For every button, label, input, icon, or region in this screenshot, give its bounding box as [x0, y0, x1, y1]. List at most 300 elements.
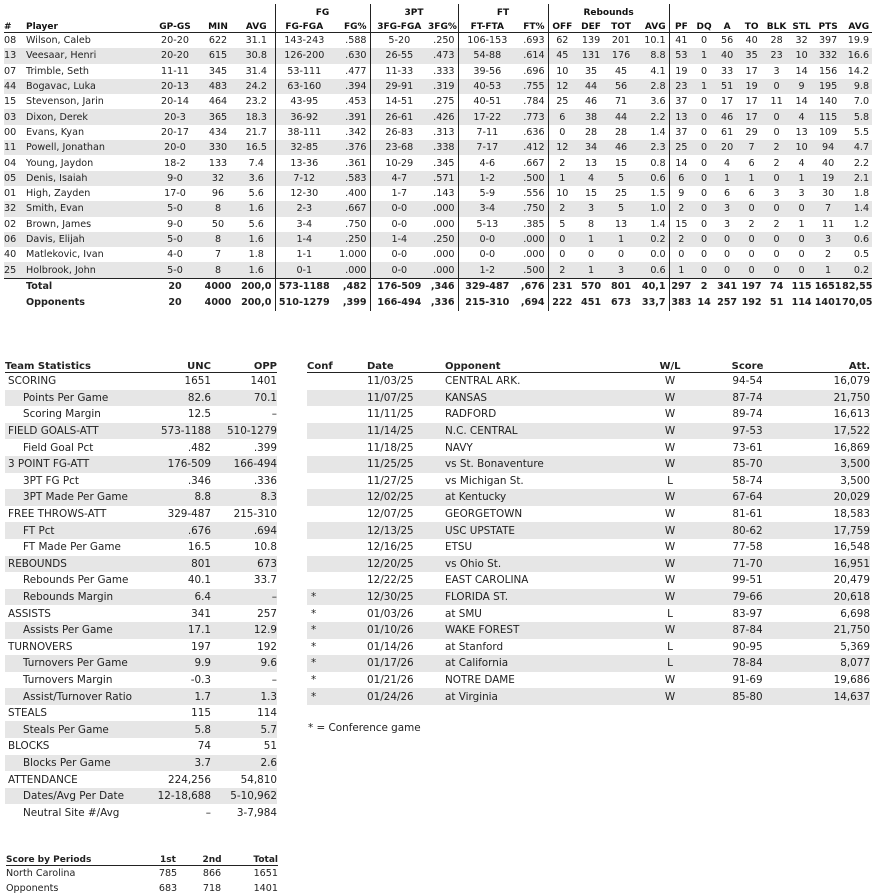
- game-score: 73-61: [732, 441, 763, 454]
- cell-stl: 114: [791, 297, 812, 309]
- game-attendance: 8,077: [790, 655, 870, 672]
- stat-label: STEALS: [8, 707, 48, 720]
- cell-fg-fga: 32-85: [275, 140, 333, 155]
- cell-stl: 9: [789, 79, 814, 94]
- column-header-jersey: #: [4, 18, 24, 33]
- game-attendance: 16,079: [833, 375, 870, 388]
- cell-reb-avg: 0.2: [636, 232, 669, 247]
- cell-player: Stevenson, Jarin: [26, 96, 104, 108]
- stat-opp-value: 5-10,962: [211, 788, 277, 805]
- stat-opp-value: –: [271, 673, 277, 686]
- cell-ft-fta: 1-2: [458, 262, 516, 278]
- stat-unc-value: 74: [197, 740, 211, 753]
- cell-dq: 1: [693, 79, 715, 94]
- stat-unc-value: .482: [187, 441, 211, 454]
- cell-pts-avg: 1.8: [853, 188, 870, 200]
- cell-3fg-pct: ,336: [430, 297, 455, 309]
- cell-min: 4000: [204, 297, 232, 309]
- cell-3fg-pct: .000: [433, 249, 455, 261]
- conf-marker: [307, 572, 367, 589]
- stat-unc-value: 12.5: [187, 408, 211, 421]
- cell-ast: 33: [720, 65, 734, 77]
- player-row: [4, 262, 872, 278]
- conf-marker: [307, 439, 367, 456]
- cell-player: Evans, Kyan: [26, 126, 85, 138]
- team-stat-subrow: [5, 688, 277, 705]
- cell-gp-gs: 17-0: [164, 188, 186, 200]
- conf-marker: [307, 489, 367, 506]
- game-result: W: [664, 508, 676, 521]
- cell-ast: 6: [724, 188, 731, 200]
- stat-unc-value: 115: [191, 707, 211, 720]
- cell-3fg-pct: .250: [433, 35, 455, 47]
- cell-reb-def: 28: [584, 126, 598, 138]
- cell-3fg-pct: .345: [433, 157, 455, 169]
- cell-fg-pct: 1.000: [339, 249, 367, 261]
- schedule-row: [307, 506, 870, 523]
- cell-min-avg: 5.6: [248, 188, 264, 200]
- cell-to: 40: [745, 35, 758, 47]
- stat-opp-value: 510-1279: [211, 423, 277, 440]
- cell-min-avg: 21.7: [245, 126, 267, 138]
- cell-player: Opponents: [26, 297, 85, 309]
- cell-fg-pct: .342: [345, 126, 367, 138]
- cell-jersey: 05: [4, 171, 24, 186]
- cell-stl: 1: [798, 218, 805, 230]
- cell-dq: 0: [693, 109, 715, 124]
- column-header-pts-avg: AVG: [842, 18, 872, 33]
- team-stat-subrow: [5, 489, 277, 506]
- cell-to: 7: [739, 140, 764, 155]
- cell-min-avg: 18.3: [238, 109, 275, 124]
- game-result: W: [635, 390, 705, 407]
- column-header-fg-pct: FG%: [333, 18, 370, 33]
- cell-ft-fta: 3-4: [458, 201, 516, 216]
- player-row: [4, 155, 872, 170]
- cell-to: 6: [748, 157, 755, 169]
- player-row: [4, 232, 872, 247]
- cell-ft-fta: 106-153: [458, 33, 516, 49]
- player-row: [4, 79, 872, 94]
- cell-blk: 0: [764, 171, 789, 186]
- cell-player: Trimble, Seth: [26, 65, 89, 77]
- schedule-row: [307, 672, 870, 689]
- cell-gp-gs: 5-0: [152, 262, 198, 278]
- game-result: L: [667, 607, 673, 620]
- cell-3fg-fga: 0-0: [370, 217, 428, 232]
- cell-stl: 115: [789, 278, 814, 295]
- cell-reb-tot: 45: [614, 65, 628, 77]
- cell-ft-fta: 4-6: [458, 155, 516, 170]
- stat-unc-value: 224,256: [168, 773, 211, 786]
- cell-reb-avg: 40,1: [636, 278, 669, 295]
- game-attendance: 14,637: [790, 688, 870, 705]
- cell-reb-def: 131: [576, 48, 606, 63]
- stat-label: Blocks Per Game: [5, 755, 145, 772]
- stat-opp-value: 70.1: [211, 390, 277, 407]
- opp-column-header: OPP: [211, 357, 277, 373]
- game-result: W: [664, 408, 676, 421]
- stat-label: FT Pct: [5, 522, 145, 539]
- cell-jersey: 11: [4, 140, 24, 155]
- cell-3fg-fga: 29-91: [370, 79, 428, 94]
- cell-ft-pct: .784: [523, 96, 545, 108]
- period-first-half: 785: [158, 868, 178, 879]
- player-row: [4, 33, 872, 49]
- cell-fg-fga: 2-3: [275, 201, 333, 216]
- cell-dq: 0: [701, 35, 708, 47]
- cell-stl: 32: [795, 35, 808, 47]
- stat-label: Field Goal Pct: [23, 441, 94, 454]
- cell-3fg-pct: .000: [428, 201, 458, 216]
- cell-blk: 0: [773, 249, 780, 261]
- cell-pts-avg: 14.2: [847, 65, 870, 77]
- cell-pts: 140: [818, 96, 838, 108]
- game-result: W: [635, 423, 705, 440]
- schedule-row: [307, 406, 870, 423]
- cell-reb-tot: 46: [606, 140, 636, 155]
- cell-min-avg: 1.6: [238, 201, 275, 216]
- cell-ast: 341: [715, 278, 739, 295]
- cell-stl: 13: [795, 126, 808, 138]
- schedule-row: [307, 655, 870, 672]
- cell-gp-gs: 20-20: [152, 48, 198, 63]
- cell-to: 1: [739, 171, 764, 186]
- opponents-total-row: [4, 295, 872, 311]
- stat-opp-value: .336: [253, 474, 277, 487]
- cell-to: 0: [739, 262, 764, 278]
- cell-gp-gs: 5-0: [152, 201, 198, 216]
- second-half-header: 2nd: [190, 852, 234, 866]
- game-result: W: [664, 441, 676, 454]
- cell-min: 464: [208, 96, 228, 108]
- cell-ast: 1: [715, 171, 739, 186]
- cell-fg-pct: .391: [333, 109, 370, 124]
- cell-pf: 0: [669, 247, 693, 262]
- game-opponent: at Stanford: [445, 640, 504, 653]
- cell-3fg-pct: .333: [433, 65, 455, 77]
- cell-reb-off: 6: [548, 109, 576, 124]
- conf-marker: *: [311, 640, 317, 653]
- stat-label: Neutral Site #/Avg: [23, 806, 120, 819]
- cell-reb-avg: 3.6: [650, 96, 666, 108]
- cell-pts: 3: [814, 232, 842, 247]
- cell-pts: 30: [821, 188, 835, 200]
- cell-reb-avg: 33,7: [641, 297, 666, 309]
- game-score: 58-74: [732, 474, 763, 487]
- cell-fg-pct: .750: [345, 218, 367, 230]
- game-score: 91-69: [732, 673, 763, 686]
- cell-pts: 195: [814, 79, 842, 94]
- conf-marker: *: [307, 589, 367, 606]
- column-header-row: [4, 18, 872, 33]
- cell-fg-fga: 38-111: [275, 125, 333, 140]
- team-stat-subrow: [5, 622, 277, 639]
- cell-dq: 0: [693, 171, 715, 186]
- cell-3fg-fga: 26-61: [370, 109, 428, 124]
- cell-fg-fga: 1-4: [275, 232, 333, 247]
- cell-reb-off: 0: [548, 125, 576, 140]
- cell-player: Matlekovic, Ivan: [26, 249, 104, 261]
- cell-reb-off: 12: [548, 79, 576, 94]
- cell-ft-fta: 54-88: [458, 48, 516, 63]
- cell-reb-tot: 71: [614, 96, 628, 108]
- stat-unc-value: 5.8: [145, 721, 211, 738]
- conf-marker: *: [307, 622, 367, 639]
- cell-gp-gs: 9-0: [152, 171, 198, 186]
- game-opponent: at Kentucky: [445, 489, 635, 506]
- game-score: 87-74: [705, 390, 790, 407]
- cell-pf: 23: [669, 79, 693, 94]
- stat-unc-value: 40.1: [187, 574, 211, 587]
- stat-unc-value: 3.7: [145, 755, 211, 772]
- cell-ft-pct: .614: [516, 48, 548, 63]
- column-header-3fg-fga: 3FG-FGA: [370, 18, 428, 33]
- stat-opp-value: 215-310: [233, 508, 277, 521]
- cell-min: 345: [208, 65, 228, 77]
- cell-pf: 53: [669, 48, 693, 63]
- cell-ft-pct: ,676: [516, 278, 548, 295]
- schedule-row: [307, 456, 870, 473]
- cell-pts-avg: 2.2: [853, 157, 870, 169]
- cell-reb-off: 12: [548, 140, 576, 155]
- game-result: W: [635, 622, 705, 639]
- cell-player: Brown, James: [26, 218, 92, 230]
- score-column-header: Score: [705, 357, 790, 373]
- group-header-3pt: 3PT: [370, 4, 458, 18]
- cell-pts: 156: [818, 65, 838, 77]
- cell-ft-fta: 40-51: [458, 94, 516, 109]
- cell-gp-gs: 11-11: [161, 65, 189, 77]
- cell-dq: 0: [693, 140, 715, 155]
- cell-blk: 51: [769, 297, 784, 309]
- cell-reb-off: 25: [548, 94, 576, 109]
- cell-pf: 19: [669, 64, 693, 79]
- stat-label: 3 POINT FG-ATT: [5, 456, 145, 473]
- game-attendance: 18,583: [833, 508, 870, 521]
- cell-pts: 40: [821, 157, 835, 169]
- group-header-ft: FT: [458, 4, 548, 18]
- cell-reb-avg: 1.0: [636, 201, 669, 216]
- game-date: 11/03/25: [367, 375, 414, 388]
- cell-to: 0: [739, 201, 764, 216]
- cell-ast: 257: [717, 297, 738, 309]
- team-statistics-table: [5, 357, 277, 821]
- cell-min: 434: [208, 126, 228, 138]
- game-result: W: [635, 456, 705, 473]
- team-stat-subrow: [5, 539, 277, 556]
- cell-reb-tot: 44: [606, 109, 636, 124]
- cell-pf: 1: [669, 262, 693, 278]
- game-attendance: 6,698: [840, 607, 870, 620]
- cell-dq: 0: [693, 201, 715, 216]
- game-opponent: ETSU: [445, 541, 473, 554]
- game-date: 01/17/26: [367, 655, 445, 672]
- cell-3fg-fga: 11-33: [370, 64, 428, 79]
- cell-blk: 0: [764, 262, 789, 278]
- cell-reb-def: 15: [584, 188, 598, 200]
- cell-pts-avg: 70,05: [842, 297, 872, 309]
- player-row: [4, 171, 872, 186]
- cell-3fg-pct: .473: [428, 48, 458, 63]
- cell-ast: 51: [715, 79, 739, 94]
- cell-ft-pct: .693: [523, 35, 545, 47]
- cell-min: 8: [198, 201, 238, 216]
- cell-ast: 61: [720, 126, 734, 138]
- cell-min-avg: 24.2: [238, 79, 275, 94]
- cell-ft-pct: ,694: [520, 297, 545, 309]
- cell-3fg-fga: 26-55: [370, 48, 428, 63]
- cell-reb-avg: 1.4: [650, 218, 666, 230]
- conf-marker: [307, 423, 367, 440]
- cell-ft-pct: .500: [516, 262, 548, 278]
- game-attendance: 3,500: [790, 456, 870, 473]
- game-score: 97-53: [705, 423, 790, 440]
- cell-jersey: 04: [4, 157, 17, 169]
- cell-ft-fta: 39-56: [458, 64, 516, 79]
- stat-label: Rebounds Per Game: [23, 574, 129, 587]
- cell-pts-avg: 5.5: [853, 126, 870, 138]
- stat-unc-value: .676: [145, 522, 211, 539]
- cell-ft-fta: 0-0: [458, 247, 516, 262]
- cell-fg-fga: 53-111: [275, 64, 333, 79]
- cell-3fg-fga: 1-7: [370, 186, 428, 201]
- column-header-to: TO: [739, 18, 764, 33]
- periods-title: Score by Periods: [6, 852, 146, 866]
- unc-column-header: UNC: [145, 357, 211, 373]
- cell-pts-avg: 19.9: [847, 35, 870, 47]
- cell-min-avg: 7.4: [248, 157, 264, 169]
- cell-pts: 1401: [814, 297, 842, 309]
- cell-3fg-fga: 0-0: [370, 247, 428, 262]
- schedule-row: [307, 688, 870, 705]
- game-date: 11/14/25: [367, 423, 445, 440]
- cell-gp-gs: 18-2: [164, 157, 186, 169]
- cell-pts-avg: 0.6: [842, 232, 872, 247]
- cell-min-avg: 1.6: [238, 232, 275, 247]
- cell-3fg-pct: .338: [428, 140, 458, 155]
- cell-blk: 0: [764, 79, 789, 94]
- stat-unc-value: 8.8: [145, 489, 211, 506]
- cell-reb-off: 0: [548, 247, 576, 262]
- cell-reb-avg: 2.8: [636, 79, 669, 94]
- cell-min: 483: [198, 79, 238, 94]
- cell-fg-fga: 1-1: [275, 247, 333, 262]
- player-row: [4, 201, 872, 216]
- period-total: 1651: [253, 868, 278, 879]
- schedule-table: [307, 357, 870, 705]
- group-header-fg: FG: [275, 4, 370, 18]
- game-opponent: WAKE FOREST: [445, 622, 635, 639]
- cell-reb-tot: 3: [606, 262, 636, 278]
- cell-blk: 28: [770, 35, 783, 47]
- schedule-row: [307, 390, 870, 407]
- cell-reb-avg: 4.1: [650, 65, 666, 77]
- conf-column-header: Conf: [307, 357, 367, 373]
- cell-fg-fga: 63-160: [275, 79, 333, 94]
- stat-unc-value: –: [205, 806, 211, 819]
- cell-fg-fga: 43-95: [275, 94, 333, 109]
- team-stat-subrow: [5, 672, 277, 689]
- game-attendance: 16,548: [833, 541, 870, 554]
- cell-pts-avg: 5.8: [842, 109, 872, 124]
- stat-opp-value: –: [271, 408, 277, 421]
- cell-min-avg: 3.6: [238, 171, 275, 186]
- stat-unc-value: -0.3: [190, 673, 211, 686]
- cell-blk: 0: [764, 232, 789, 247]
- cell-ft-fta: 215-310: [458, 295, 516, 311]
- cell-to: 17: [745, 65, 758, 77]
- stat-label: Assist/Turnover Ratio: [5, 688, 145, 705]
- team-stat-category-row: [5, 456, 277, 473]
- game-opponent: vs Michigan St.: [445, 474, 524, 487]
- cell-reb-tot: 176: [606, 48, 636, 63]
- cell-fg-fga: 13-36: [275, 155, 333, 170]
- game-opponent: at Virginia: [445, 688, 635, 705]
- column-header-ft-pct: FT%: [516, 18, 548, 33]
- cell-reb-tot: 13: [614, 218, 628, 230]
- cell-dq: 0: [701, 249, 708, 261]
- cell-ast: 0: [715, 262, 739, 278]
- game-opponent: CENTRAL ARK.: [445, 375, 521, 388]
- cell-to: 35: [739, 48, 764, 63]
- cell-dq: 0: [701, 157, 708, 169]
- cell-min: 365: [198, 109, 238, 124]
- cell-reb-off: 62: [548, 33, 576, 49]
- player-row: [4, 48, 872, 63]
- game-attendance: 19,686: [833, 673, 870, 686]
- cell-dq: 2: [693, 278, 715, 295]
- cell-jersey: 00: [4, 126, 17, 138]
- cell-min-avg: 1.6: [238, 262, 275, 278]
- stat-unc-value: 573-1188: [145, 423, 211, 440]
- cell-ast: 46: [715, 109, 739, 124]
- game-attendance: 20,479: [833, 574, 870, 587]
- cell-pf: 13: [669, 109, 693, 124]
- cell-pts: 1651: [814, 278, 842, 295]
- game-date: 11/18/25: [367, 441, 414, 454]
- stat-label: FIELD GOALS-ATT: [5, 423, 145, 440]
- cell-pf: 37: [669, 125, 693, 140]
- cell-min: 7: [214, 249, 222, 261]
- stat-label: Turnovers Margin: [23, 673, 113, 686]
- stat-label: Points Per Game: [5, 390, 145, 407]
- cell-stl: 0: [789, 201, 814, 216]
- cell-ft-pct: .773: [516, 109, 548, 124]
- cell-jersey: 06: [4, 232, 24, 247]
- cell-min: 50: [211, 218, 225, 230]
- cell-min: 8: [198, 232, 238, 247]
- cell-fg-pct: .588: [345, 35, 367, 47]
- cell-player: Powell, Jonathan: [24, 140, 152, 155]
- cell-3fg-fga: 166-494: [370, 295, 428, 311]
- cell-reb-avg: 1.4: [650, 126, 666, 138]
- opponent-column-header: Opponent: [445, 357, 635, 373]
- team-stat-category-row: [5, 556, 277, 573]
- cell-ft-pct: .696: [523, 65, 545, 77]
- cell-ast: 17: [720, 96, 734, 108]
- cell-reb-def: 1: [576, 262, 606, 278]
- stat-label: ATTENDANCE: [8, 773, 78, 786]
- cell-reb-tot: 15: [614, 157, 628, 169]
- cell-reb-def: 3: [576, 201, 606, 216]
- cell-reb-tot: 25: [614, 188, 628, 200]
- cell-fg-pct: .583: [333, 171, 370, 186]
- team-stat-subrow: [5, 390, 277, 407]
- cell-3fg-fga: 14-51: [370, 94, 428, 109]
- cell-pts-avg: 9.8: [842, 79, 872, 94]
- schedule-row: [307, 589, 870, 606]
